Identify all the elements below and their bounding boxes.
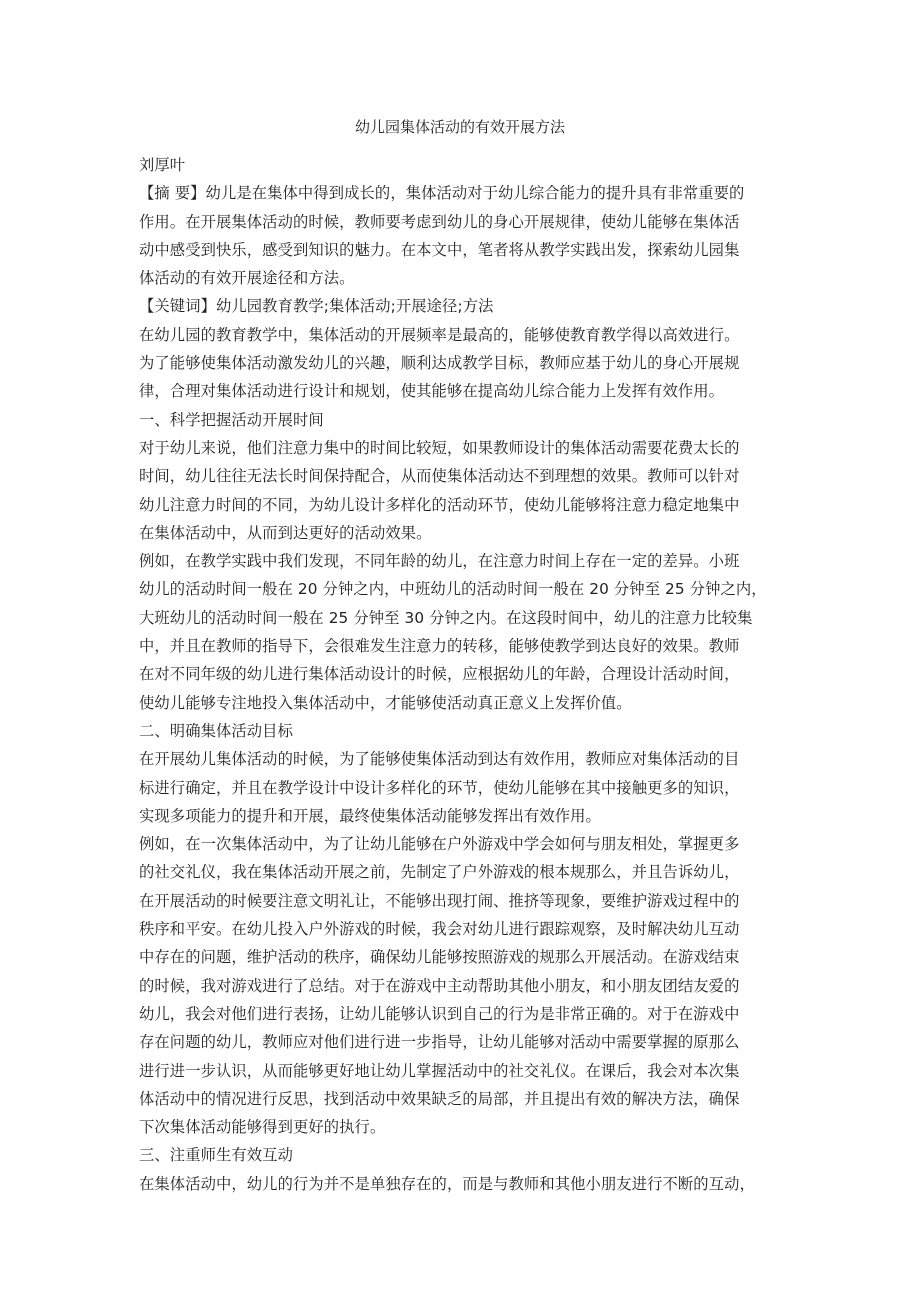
text-line: 例如，在教学实践中我们发现，不同年龄的幼儿，在注意力时间上存在一定的差异。小班 bbox=[139, 552, 740, 571]
text-line: 在集体活动中，从而到达更好的活动效果。 bbox=[139, 523, 432, 542]
text-line: 大班幼儿的活动时间一般在 25 分钟至 30 分钟之内。在这段时间中，幼儿的注意力比较集 bbox=[139, 608, 753, 627]
text-line: 在开展幼儿集体活动的时候，为了能够使集体活动到达有效作用，教师应对集体活动的目 bbox=[139, 750, 740, 769]
text-line: 时间，幼儿往往无法长时间保持配合，从而使集体活动达不到理想的效果。教师可以针对 bbox=[139, 467, 740, 486]
text-line: 在开展活动的时候要注意文明礼让，不能够出现打闹、推挤等现象，要维护游戏过程中的 bbox=[139, 891, 740, 910]
text-line: 下次集体活动能够得到更好的执行。 bbox=[139, 1118, 386, 1137]
text-line: 一、科学把握活动开展时间 bbox=[139, 410, 324, 429]
text-line: 秩序和平安。在幼儿投入户外游戏的时候，我会对幼儿进行跟踪观察，及时解决幼儿互动 bbox=[139, 920, 740, 939]
text-line: 幼儿的活动时间一般在 20 分钟之内，中班幼儿的活动时间一般在 20 分钟至 25 分钟之内， bbox=[139, 580, 767, 599]
text-line: 作用。在开展集体活动的时候，教师要考虑到幼儿的身心开展规律，使幼儿能够在集体活 bbox=[139, 212, 740, 231]
document-body bbox=[139, 151, 781, 1198]
text-line: 动中感受到快乐，感受到知识的魅力。在本文中，笔者将从教学实践出发，探索幼儿园集 bbox=[139, 240, 740, 259]
text-line: 二、明确集体活动目标 bbox=[139, 721, 293, 740]
text-line: 存在问题的幼儿，教师应对他们进行进一步指导，让幼儿能够对活动中需要掌握的原那么 bbox=[139, 1033, 740, 1052]
text-line: 体活动的有效开展途径和方法。 bbox=[139, 269, 355, 288]
text-line: 三、注重师生有效互动 bbox=[139, 1146, 293, 1165]
text-line: 幼儿注意力时间的不同，为幼儿设计多样化的活动环节，使幼儿能够将注意力稳定地集中 bbox=[139, 495, 740, 514]
text-line: 对于幼儿来说，他们注意力集中的时间比较短，如果教师设计的集体活动需要花费太长的 bbox=[139, 438, 740, 457]
text-line: 律，合理对集体活动进行设计和规划，使其能够在提高幼儿综合能力上发挥有效作用。 bbox=[139, 382, 725, 401]
author-line: 刘厚叶 bbox=[139, 156, 186, 174]
text-line: 在集体活动中，幼儿的行为并不是单独存在的，而是与教师和其他小朋友进行不断的互动， bbox=[139, 1174, 755, 1193]
text-line: 为了能够使集体活动激发幼儿的兴趣，顺利达成教学目标，教师应基于幼儿的身心开展规 bbox=[139, 354, 740, 373]
text-line: 幼儿，我会对他们进行表扬，让幼儿能够认识到自己的行为是非常正确的。对于在游戏中 bbox=[139, 1004, 740, 1023]
text-line: 例如，在一次集体活动中，为了让幼儿能够在户外游戏中学会如何与朋友相处，掌握更多 bbox=[139, 835, 740, 854]
text-line: 实现多项能力的提升和开展，最终使集体活动能够发挥出有效作用。 bbox=[139, 806, 601, 825]
text-line: 在幼儿园的教育教学中，集体活动的开展频率是最高的，能够使教育教学得以高效进行。 bbox=[139, 325, 740, 344]
text-line: 的时候，我对游戏进行了总结。对于在游戏中主动帮助其他小朋友，和小朋友团结友爱的 bbox=[139, 976, 740, 995]
text-line: 在对不同年级的幼儿进行集体活动设计的时候，应根据幼儿的年龄，合理设计活动时间， bbox=[139, 665, 740, 684]
text-line: 体活动中的情况进行反思，找到活动中效果缺乏的局部，并且提出有效的解决方法，确保 bbox=[139, 1089, 740, 1108]
text-line: 标进行确定，并且在教学设计中设计多样化的环节，使幼儿能够在其中接触更多的知识， bbox=[139, 778, 740, 797]
text-line: 的社交礼仪，我在集体活动开展之前，先制定了户外游戏的根本规那么，并且告诉幼儿， bbox=[139, 863, 740, 882]
text-line: 【摘 要】幼儿是在集体中得到成长的，集体活动对于幼儿综合能力的提升具有非常重要的 bbox=[139, 184, 745, 203]
text-line: 中存在的问题，维护活动的秩序，确保幼儿能够按照游戏的规那么开展活动。在游戏结束 bbox=[139, 948, 740, 967]
text-line: 【关键词】幼儿园教育教学;集体活动;开展途径;方法 bbox=[139, 297, 494, 316]
text-line: 进行进一步认识，从而能够更好地让幼儿掌握活动中的社交礼仪。在课后，我会对本次集 bbox=[139, 1061, 740, 1080]
text-line: 中，并且在教师的指导下，会很难发生注意力的转移，能够使教学到达良好的效果。教师 bbox=[139, 637, 740, 656]
document-title: 幼儿园集体活动的有效开展方法 bbox=[354, 118, 565, 136]
text-line: 使幼儿能够专注地投入集体活动中，才能够使活动真正意义上发挥价值。 bbox=[139, 693, 632, 712]
